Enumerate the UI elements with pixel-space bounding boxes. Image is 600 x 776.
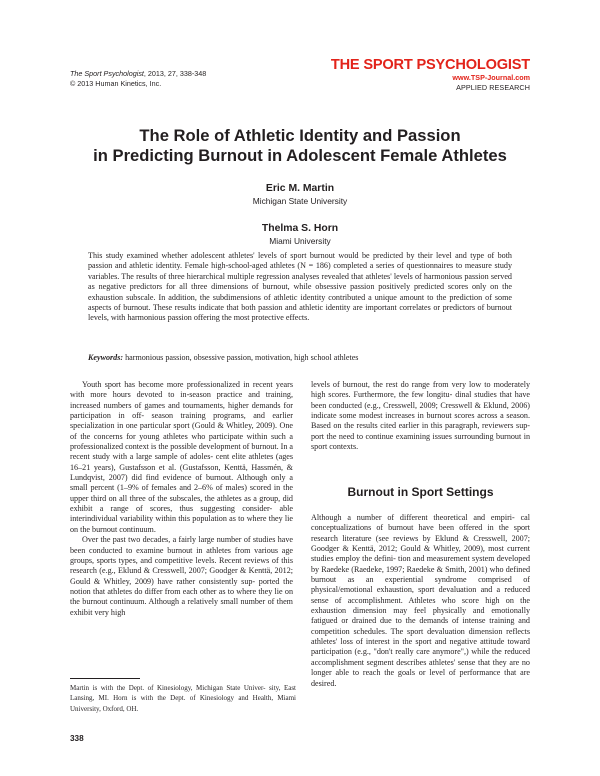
- body-line: cal conceptualizations of burnout have been offered in: [311, 513, 530, 533]
- body-line: dinal studies that have been conducted (e.g., Cresswell,: [311, 390, 530, 410]
- body-paragraph: [311, 513, 530, 689]
- abstract-line: subdimensions of athletic identity contributed a unique amount to the prediction of some aspects of burnout.: [88, 292, 512, 313]
- body-line: in athletes from various age groups, sports types, and: [70, 545, 293, 565]
- author-footnote: [70, 683, 296, 714]
- body-line: tournaments, higher demands for participation in off-: [70, 400, 293, 421]
- body-line: (Gustafsson, Kenttä, Hassmén, & Lundqvist, 2007) did: [70, 462, 293, 483]
- abstract-line: and type of both passion and athletic identity. Female high-school-aged athletes (N = 186) completed a series: [88, 251, 512, 271]
- title-line-2: in Predicting Burnout in Adolescent Female Athletes: [93, 146, 507, 165]
- author-name: Eric M. Martin: [265, 183, 335, 194]
- body-line: they are no longer able to reach the goals or level of: [311, 657, 530, 678]
- footnote-divider: [70, 678, 140, 679]
- body-line: one particular sport (Gould & Whitley, 2009). One of the: [70, 421, 293, 441]
- body-line: concerns for young athletes who participate within such: [93, 431, 286, 441]
- article-section: APPLIED RESEARCH: [456, 83, 530, 92]
- body-line: cent elite athletes (ages 16–21 years), Gustafsson et al.: [70, 452, 293, 472]
- body-line: a professionalized context is the possible development of: [70, 431, 294, 452]
- body-line: and emotionally fatigued or drained due to the demands: [311, 606, 531, 626]
- body-line: Cresswell, 2007; Goodger & Kenttä, 2012; Gould &: [311, 533, 531, 554]
- body-line: Eklund & Cresswell, 2007; Goodger & Kenttä, 2012;: [118, 566, 293, 576]
- section-heading: Burnout in Sport Settings: [347, 485, 494, 499]
- body-line: tion and measurement system developed by Raedeke: [311, 554, 530, 574]
- author-name: Thelma S. Horn: [261, 223, 339, 234]
- body-line: third on all three of the subscales, the athletes as a group,: [90, 493, 281, 503]
- body-right-column-top: [311, 380, 530, 452]
- footnote-line: and Health, Miami University, Oxford, OH.: [70, 694, 296, 713]
- body-line: burnout in sport contexts.: [311, 431, 531, 452]
- body-line: 2009; Cresswell & Eklund, 2006) indicate some modest: [311, 400, 530, 421]
- body-line: increases in burnout scores across a season. Based on: [311, 411, 530, 431]
- keywords-list: harmonious passion, obsessive passion, motivation, high school athletes: [125, 353, 359, 362]
- journal-url[interactable]: www.TSP-Journal.com: [452, 73, 530, 82]
- body-line: in recent years with more hours devoted to in-season: [70, 380, 293, 400]
- body-line: practice and training, increased numbers of games and: [70, 390, 293, 410]
- body-line: able interindividual variability within this population as: [70, 504, 293, 524]
- body-line: competitive levels. Recent reviews of this research (e.g.,: [70, 555, 293, 576]
- body-line: in the sport and negative attitude toward participation: [311, 637, 530, 657]
- keywords-label: Keywords:: [88, 353, 124, 362]
- author-affiliation: Michigan State University: [252, 196, 348, 206]
- body-line: levels of burnout, the rest do range from very low to: [311, 380, 491, 389]
- body-line: burnout as an experiential syndrome comprised of: [311, 575, 530, 585]
- body-line: (e.g., "don't really care anymore",) while the reduced: [354, 647, 530, 657]
- body-line: a relatively small number of them exhibit very high: [70, 597, 293, 617]
- body-line: find evidence of burnout. Although only a small percent: [70, 473, 294, 493]
- body-line: the results cited earlier in this paragraph, reviewers sup-: [344, 421, 530, 431]
- body-left-column: [70, 380, 293, 618]
- body-line: the sport research literature (see reviews by Eklund &: [311, 523, 530, 543]
- abstract-line: levels, with harmonious passion offering the most protective effects.: [88, 313, 310, 323]
- body-paragraph: [70, 535, 293, 618]
- footnote-line: sity, East Lansing, MI. Horn is with the Dept. of Kinesiology: [70, 684, 297, 703]
- body-line: accomplishment segment describes athletes' sense that: [311, 657, 491, 667]
- body-line: Although a number of different theoretical and empiri-: [311, 513, 515, 522]
- body-line: performance that are desired.: [311, 668, 530, 688]
- body-right-column-bottom: [311, 513, 530, 689]
- abstract-line: This study examined whether adolescent athletes' levels of sport burnout would be predicted by their level: [88, 251, 452, 260]
- body-paragraph: [70, 380, 293, 535]
- body-line: of studies have been conducted to examine burnout: [70, 535, 293, 555]
- body-line: port the need to continue examining issues surrounding: [311, 431, 494, 441]
- citation-volume-pages: , 2013, 27, 338-348: [143, 69, 207, 78]
- body-line: Gould & Whitley, 2009) have rather consistently sup-: [70, 576, 256, 586]
- body-line: (Raedeke, 1997; Raedeke & Smith, 2001) who defined: [351, 564, 530, 574]
- title-line-1: The Role of Athletic Identity and Passion: [139, 126, 461, 145]
- body-line: season training programs, and earlier specialization in: [70, 411, 293, 431]
- citation-line: [70, 69, 206, 79]
- copyright-line: © 2013 Human Kinetics, Inc.: [70, 78, 162, 88]
- body-line: reduced sense of accomplishment. Athletes who score: [311, 585, 530, 605]
- abstract-line: These results indicate that both passion and athletic identity are important correlates or predictors of burnout: [152, 303, 512, 313]
- article-title: [60, 126, 540, 166]
- keywords: [88, 353, 512, 363]
- body-paragraph: [311, 380, 530, 452]
- journal-logo-text: THE SPORT PSYCHOLOGIST: [330, 57, 530, 73]
- body-line: did exhibit a range of scores, thus suggesting consider-: [70, 493, 293, 514]
- abstract-line: revealed that athletes' levels of harmonious passion served as negative predictors for all three dimensions of: [88, 271, 512, 292]
- body-line: Over the past two decades, a fairly large number: [82, 535, 242, 545]
- body-line: physical/emotional exhaustion, sport devaluation and a: [311, 585, 501, 595]
- body-line: to where they lie on the burnout continuum.: [70, 514, 293, 534]
- body-line: moderately high scores. Furthermore, the few longitu-: [311, 380, 531, 400]
- body-line: burnout. In a recent study with a large sample of adoles-: [70, 442, 293, 462]
- citation-block: [70, 69, 206, 88]
- body-line: Youth sport has become more professionalized: [82, 380, 240, 389]
- body-line: Whitley, 2009), most current studies employ the defini-: [311, 544, 530, 564]
- body-line: high on the exhaustion dimension may feel physically: [311, 595, 530, 616]
- body-line: devaluation dimension reflects athletes' loss of interest: [311, 626, 530, 647]
- footnote-line: Martin is with the Dept. of Kinesiology, Michigan State Univer-: [70, 684, 266, 692]
- abstract-line: burnout, while obsessive passion positively predicted scores only on the exhaustion subscale. In addition, the: [88, 282, 512, 302]
- body-line: ported the notion that athletes do differ from each other: [70, 576, 293, 596]
- abstract: [88, 251, 512, 324]
- author-affiliation: Miami University: [269, 236, 331, 246]
- body-line: (1–9% of females and 2–6% of males) scored in the upper: [70, 483, 294, 503]
- author-block-2: [60, 222, 540, 247]
- page-number: 338: [70, 734, 84, 743]
- author-block-1: [60, 182, 540, 207]
- body-line: as to where they lie on the burnout continuum. Although: [70, 586, 293, 607]
- abstract-line: of questionnaires to measure study variables. The results of three hierarchical multiple regression analyses: [88, 261, 512, 281]
- body-line: of intense training and competition schedules. The sport: [311, 616, 530, 636]
- journal-brand: [331, 57, 530, 92]
- citation-journal: The Sport Psychologist: [70, 69, 144, 78]
